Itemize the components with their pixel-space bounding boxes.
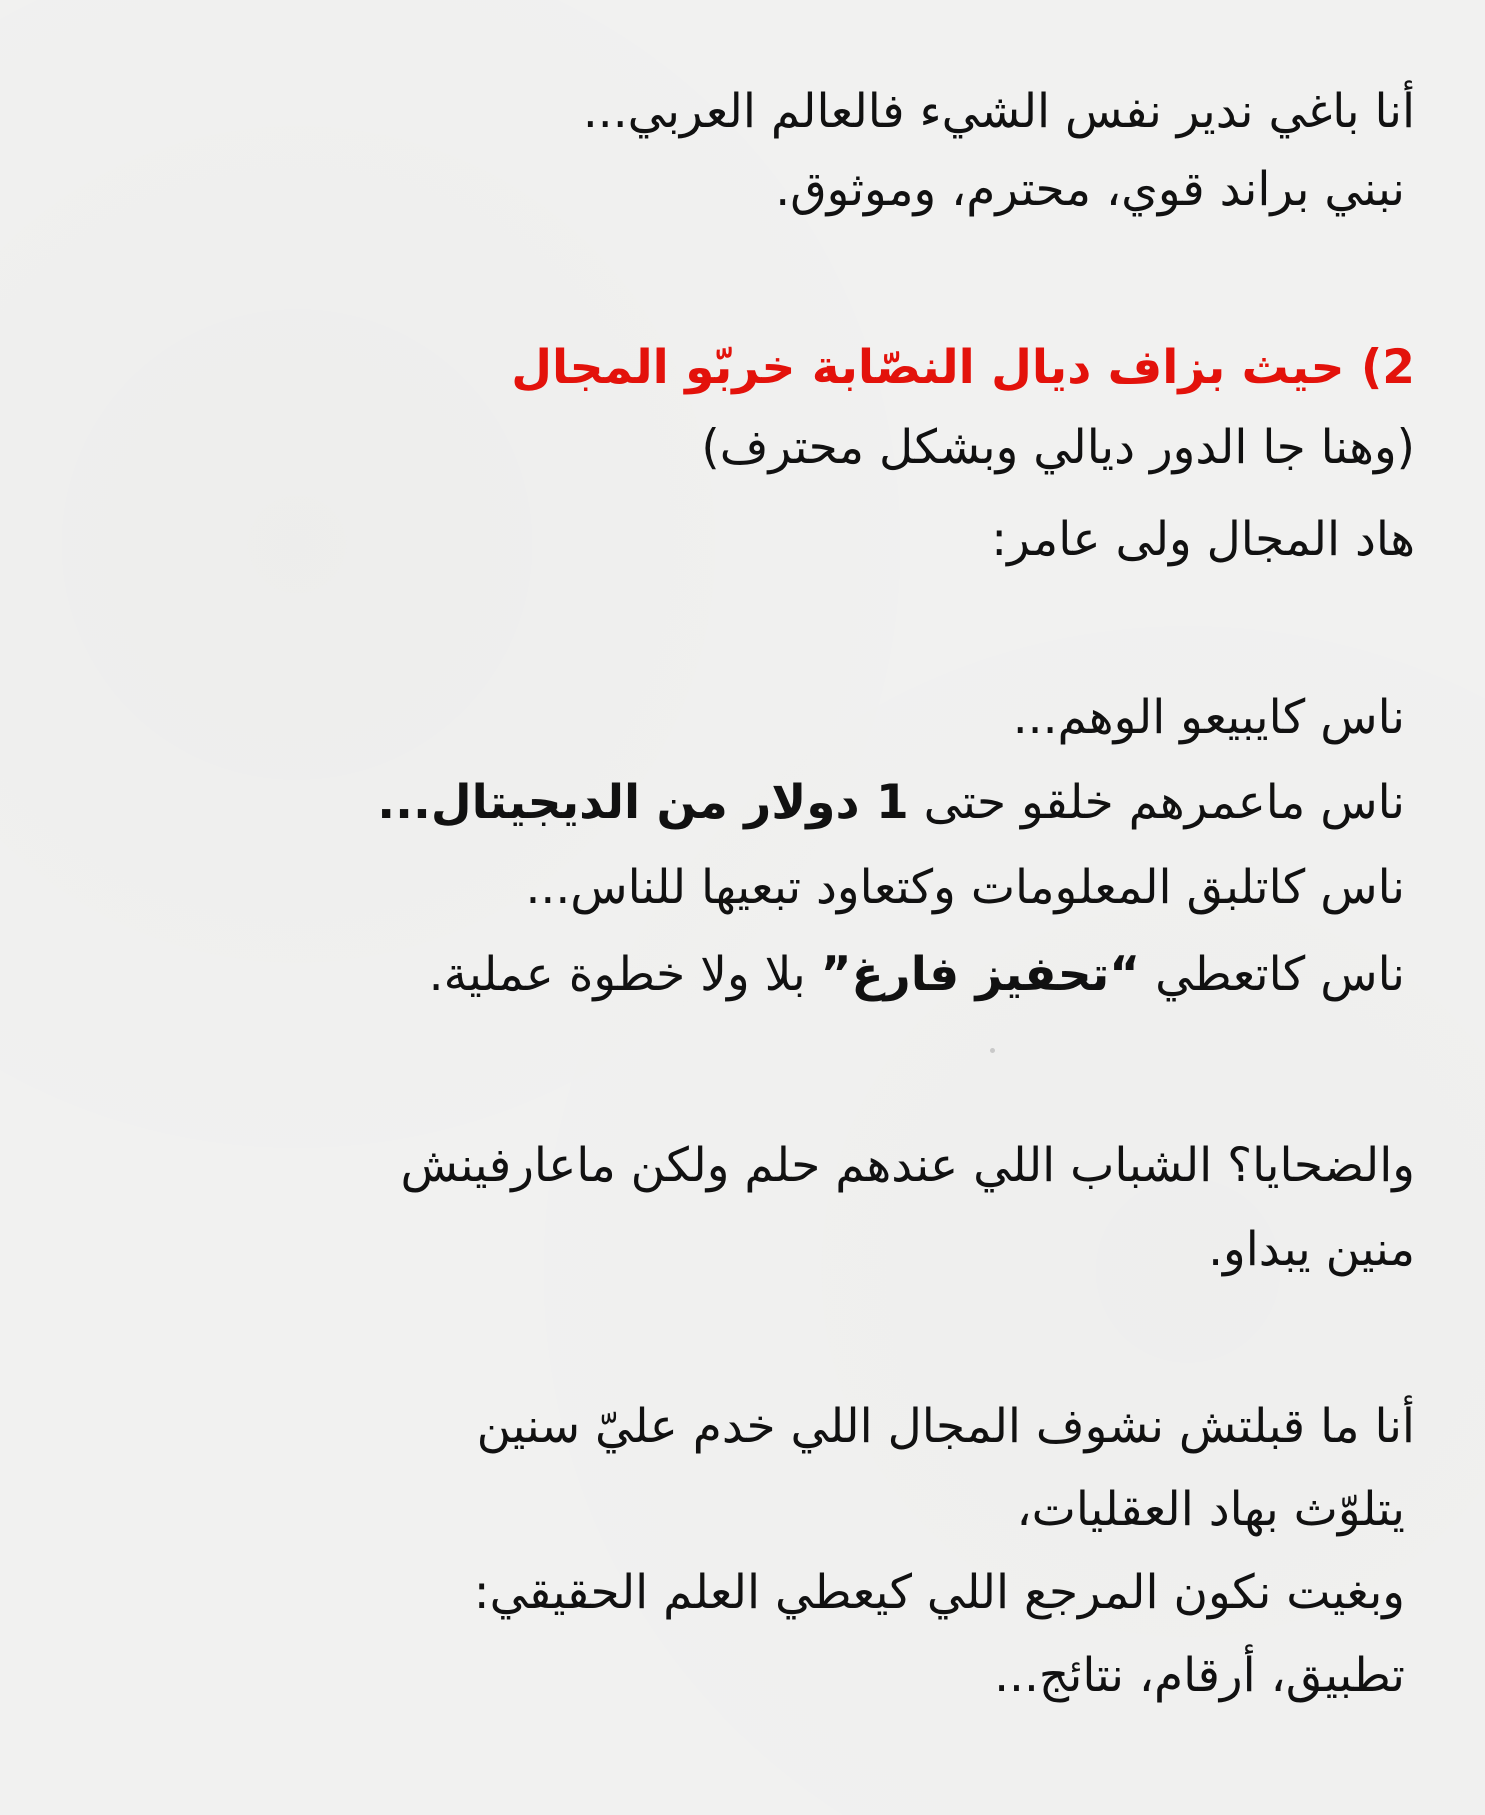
- section-heading: 2) حيث بزاف ديال النصّابة خربّو المجال: [511, 340, 1415, 395]
- scam-line-2-bold: 1 دولار من الديجيتال...: [377, 775, 909, 830]
- victims-line-2: منين يبداو.: [1208, 1222, 1415, 1277]
- intro-line-2: نبني براند قوي، محترم، وموثوق.: [775, 162, 1405, 217]
- scam-line-2: [377, 773, 1405, 833]
- scam-line-2-plain: ناس ماعمرهم خلقو حتى: [908, 775, 1405, 830]
- mission-line-4: تطبيق، أرقام، نتائج...: [994, 1648, 1405, 1703]
- scam-line-4-before: ناس كاتعطي: [1140, 947, 1405, 1002]
- mission-line-3: وبغيت نكون المرجع اللي كيعطي العلم الحقيقي:: [473, 1565, 1405, 1620]
- scam-line-4: [429, 945, 1405, 1005]
- mission-line-2: يتلوّث بهاد العقليات،: [1016, 1482, 1405, 1537]
- section-line-1: (وهنا جا الدور ديالي وبشكل محترف): [701, 420, 1415, 475]
- scam-line-4-after: بلا ولا خطوة عملية.: [428, 947, 821, 1002]
- section-line-2: هاد المجال ولى عامر:: [991, 512, 1415, 567]
- paper-speck: [990, 1048, 995, 1053]
- scam-line-3: ناس كاتلبق المعلومات وكتعاود تبعيها للناس...: [525, 860, 1405, 915]
- scam-line-4-bold: “تحفيز فارغ”: [820, 947, 1141, 1002]
- mission-line-1: أنا ما قبلتش نشوف المجال اللي خدم عليّ سنين: [476, 1399, 1415, 1454]
- intro-line-1: أنا باغي ندير نفس الشيء فالعالم العربي...: [582, 84, 1415, 139]
- scam-line-1: ناس كايبيعو الوهم...: [1012, 690, 1405, 745]
- victims-line-1: والضحايا؟ الشباب اللي عندهم حلم ولكن ماعارفينش: [400, 1138, 1415, 1193]
